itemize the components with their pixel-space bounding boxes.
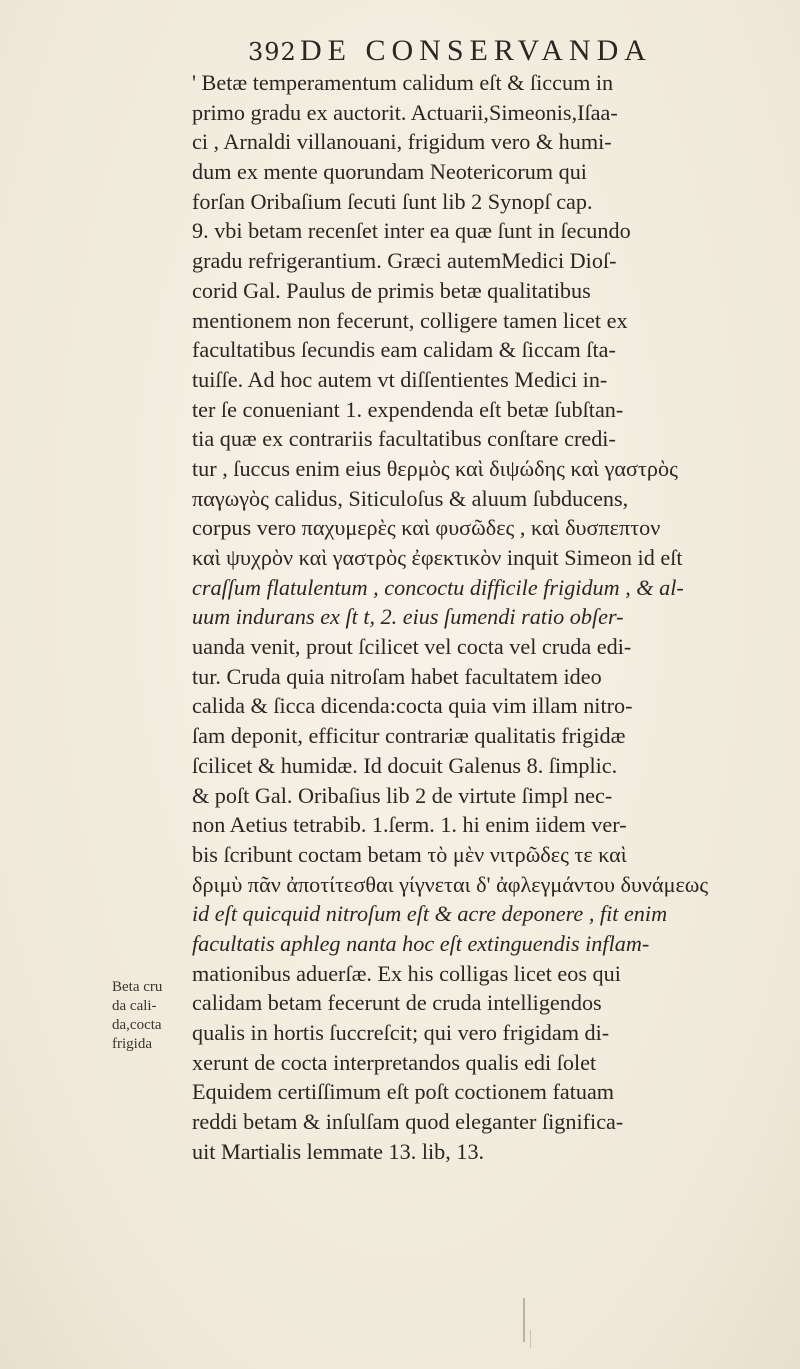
text-line: tur , ſuccus enim eius θερμὸς καὶ διψώδης καὶ γαστρὸς <box>192 455 678 481</box>
text-line: mentionem non fecerunt, colligere tamen licet ex <box>192 307 628 333</box>
body-text <box>192 68 762 1166</box>
text-line: dum ex mente quorundam Neotericorum qui <box>192 159 587 185</box>
text-line: qualis in hortis ſuccreſcit; qui vero frigidam di- <box>192 1020 610 1045</box>
text-line: forſan Oribaſium ſecuti ſunt lib 2 Synopſ cap. <box>192 188 593 214</box>
text-line: calidam betam fecerunt de cruda intelligendos <box>192 990 602 1016</box>
page-number: 392 <box>248 38 297 66</box>
text-line: uum indurans ex ſt t, 2. eius ſumendi ratio obſer- <box>192 604 624 630</box>
text-line: craſſum flatulentum , concoctu difficile frigidum , & al- <box>192 574 684 600</box>
text-line: xerunt de cocta interpretandos qualis edi ſolet <box>192 1049 597 1075</box>
text-line: corpus vero παχυμερὲς καὶ φυσῶδες , καὶ δυσπεπτον <box>192 515 661 541</box>
page-header <box>248 34 708 68</box>
text-line: corid Gal. Paulus de primis betæ qualitatibus <box>192 277 591 303</box>
running-head: DE CONSERVANDA <box>300 34 652 67</box>
text-line: uit Martialis lemmate 13. lib, 13. <box>192 1138 485 1164</box>
text-line: gradu refrigerantium. Græci autemMedici Dioſ- <box>192 248 617 274</box>
text-line: 9. vbi betam recenſet inter ea quæ ſunt in ſecundo <box>192 218 631 244</box>
text-line: reddi betam & inſulſam quod eleganter ſignifica- <box>192 1109 624 1135</box>
text-line: ter ſe conueniant 1. expendenda eſt betæ ſubſtan- <box>192 396 624 422</box>
text-line: tur. Cruda quia nitroſam habet facultatem ideo <box>192 663 602 689</box>
margin-note-line: da cali- <box>112 998 157 1014</box>
text-line: & poſt Gal. Oribaſius lib 2 de virtute ſimpl nec- <box>192 782 613 808</box>
text-line: δριμὺ πᾶν ἀποτίτεσθαι γίγνεται δ' ἀφλεγμάντου δυνάμεως <box>192 871 709 897</box>
text-line: facultatibus ſecundis eam calidam & ſiccam ſta- <box>192 337 616 363</box>
text-line: tia quæ ex contrariis facultatibus conſtare credi- <box>192 426 616 452</box>
text-line: calida & ſicca dicenda:cocta quia vim illam nitro- <box>192 693 633 719</box>
margin-note <box>112 978 182 1054</box>
text-line: facultatis aphleg nanta hoc eſt extinguendis inflam- <box>192 930 650 956</box>
text-line: ci , Arnaldi villanouani, frigidum vero & humi- <box>192 129 612 155</box>
pencil-mark <box>530 1330 531 1348</box>
text-line: ſam deponit, efficitur contrariæ qualitatis frigidæ <box>192 723 626 749</box>
text-line: καὶ ψυχρὸν καὶ γαστρὸς ἐφεκτικὸν inquit Simeon id eſt <box>192 545 683 570</box>
text-line: tuiſſe. Ad hoc autem vt diſſentientes Medici in- <box>192 366 608 392</box>
text-line: ' Betæ temperamentum calidum eſt & ſiccum in <box>192 70 614 95</box>
margin-note-line: frigida <box>112 1036 152 1052</box>
text-line: Equidem certiſſimum eſt poſt coctionem fatuam <box>192 1079 615 1105</box>
margin-note-line: da,cocta <box>112 1017 162 1033</box>
text-line: uanda venit, prout ſcilicet vel cocta vel cruda edi- <box>192 634 632 660</box>
text-line: id eſt quicquid nitroſum eſt & acre deponere , fit enim <box>192 901 668 927</box>
margin-note-line: Beta cru <box>112 979 163 995</box>
text-line: ſcilicet & humidæ. Id docuit Galenus 8. ſimplic. <box>192 752 618 778</box>
text-line: non Aetius tetrabib. 1.ſerm. 1. hi enim iidem ver- <box>192 812 627 838</box>
text-line: bis ſcribunt coctam betam τὸ μὲν νιτρῶδες τε καὶ <box>192 841 627 867</box>
pencil-mark <box>523 1298 525 1342</box>
text-line: παγωγὸς calidus, Siticuloſus & aluum ſubducens, <box>192 485 629 511</box>
text-line: mationibus aduerſæ. Ex his colligas licet eos qui <box>192 960 621 986</box>
text-line: primo gradu ex auctorit. Actuarii,Simeonis,Iſaa- <box>192 99 618 125</box>
